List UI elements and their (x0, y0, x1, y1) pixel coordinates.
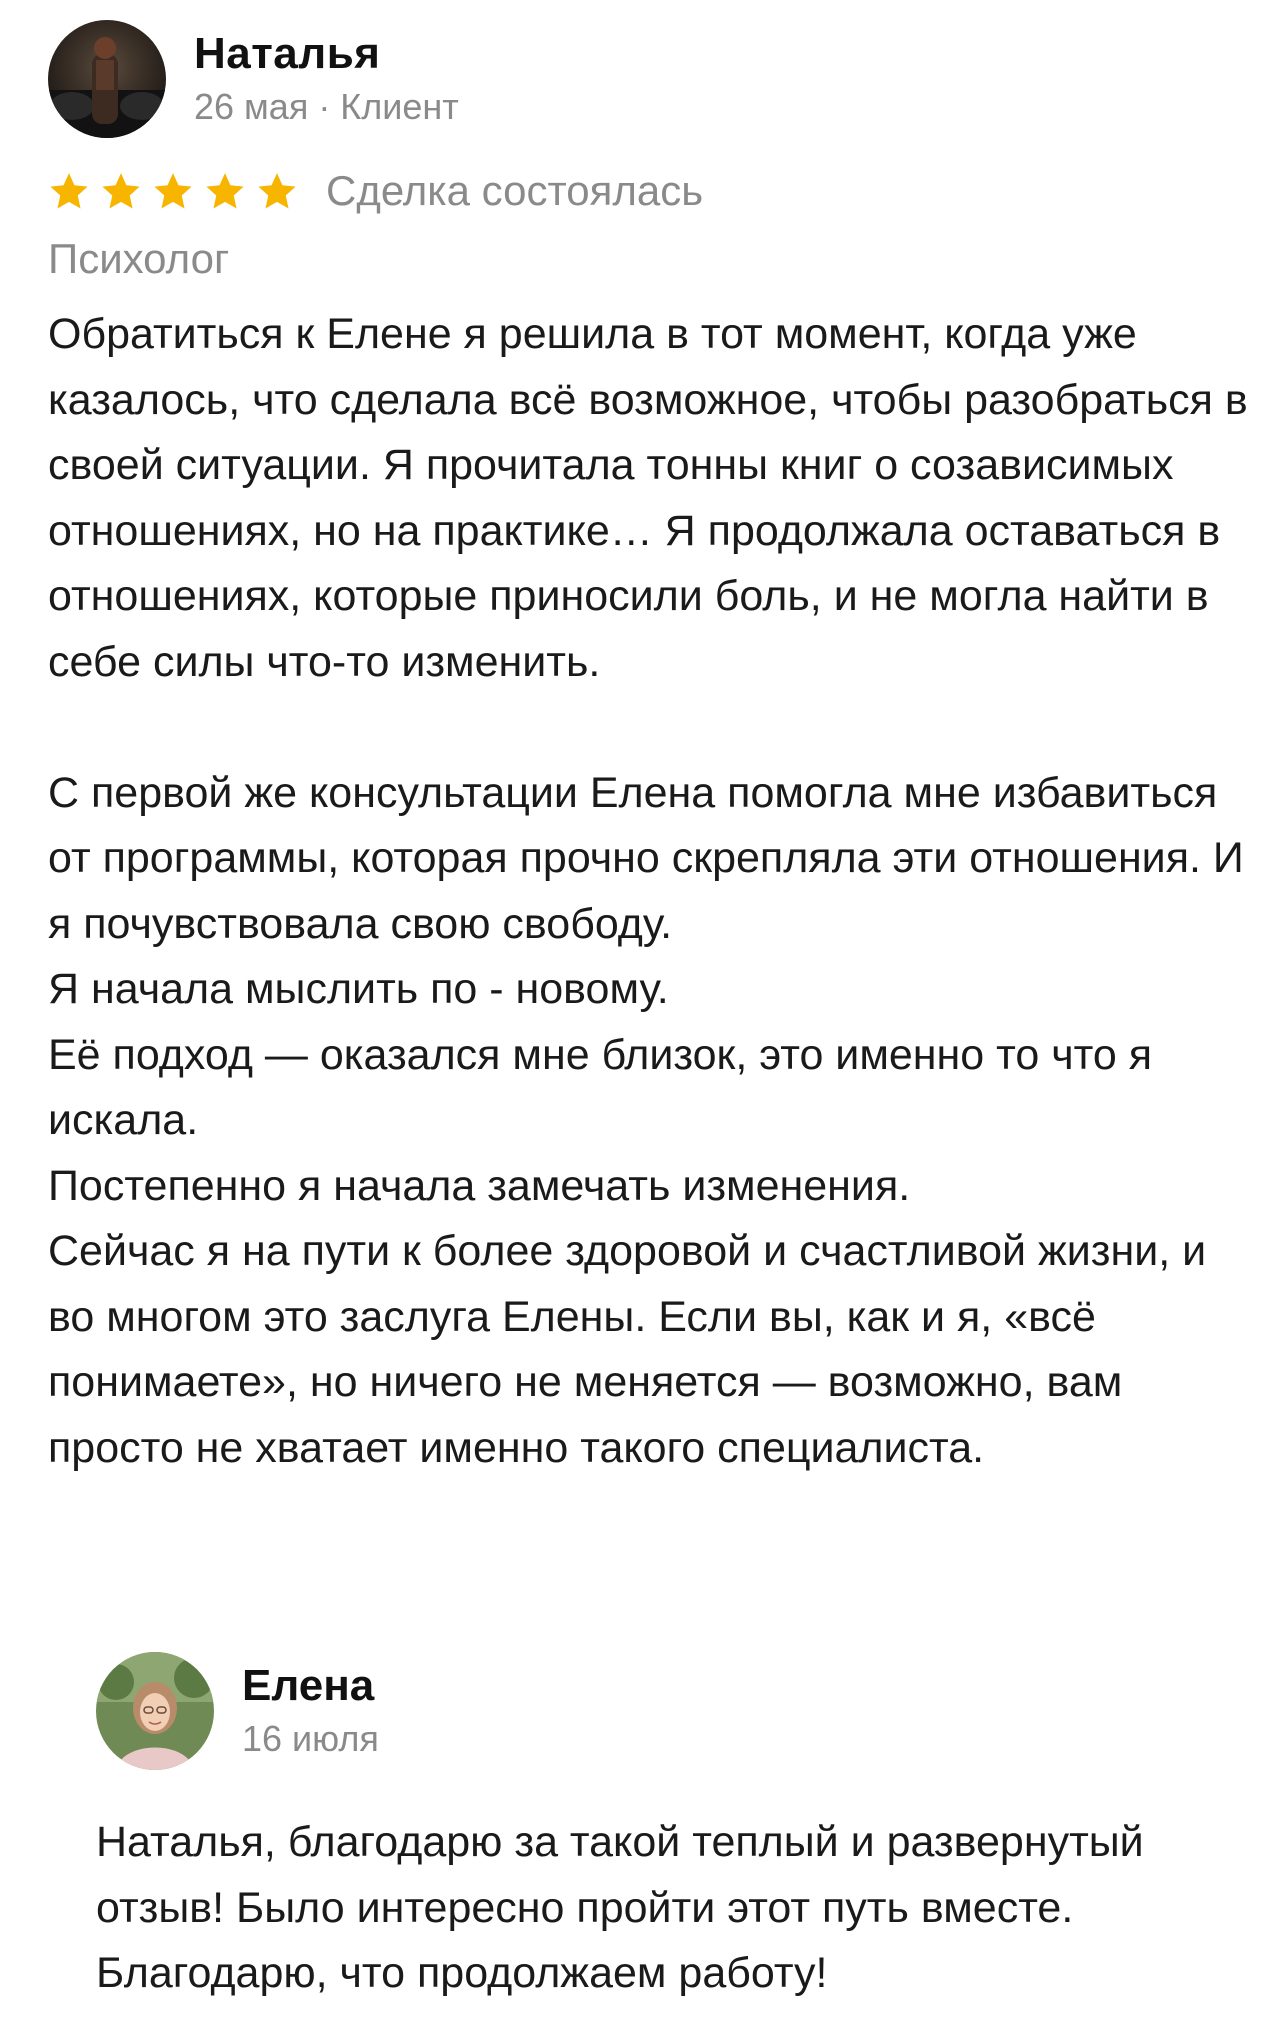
star-icon (256, 170, 298, 212)
reply-meta (242, 1659, 379, 1763)
avatar[interactable] (96, 1652, 214, 1770)
review-date-role: 26 мая · Клиент (194, 86, 459, 127)
author-name[interactable]: Наталья (194, 29, 381, 78)
client-avatar-image (48, 20, 166, 138)
rating-row (48, 165, 703, 217)
review-header (48, 20, 459, 138)
star-icon (152, 170, 194, 212)
reply-author-name[interactable]: Елена (242, 1661, 375, 1710)
reply-header (96, 1652, 1256, 1770)
avatar[interactable] (48, 20, 166, 138)
service-category: Психолог (48, 235, 230, 282)
deal-status: Сделка состоялась (326, 167, 704, 214)
star-icon (204, 170, 246, 212)
reply-date: 16 июля (242, 1718, 379, 1759)
author-meta (194, 27, 459, 131)
review-text: Обратиться к Елене я решила в тот момент, когда уже казалось, что сделала всё возможное, чтобы разобраться в своей ситуации. Я прочитала тонны книг о созависимых отношениях, но на практике… Я продолжала оставаться в отношениях, которые приносили боль, и не могла найти в себе силы что-то изменить. С первой же консультации Елена помогла мне избавиться от программы, которая прочно скрепляла эти отношения. И я почувствовала свою свободу. Я начала мыслить по - новому. Её подход — оказался мне близок, это именно то что я искала. Постепенно я начала замечать изменения. Сейчас я на пути к более здоровой и счастливой жизни, и во многом это заслуга Елены. Если вы, как и я, «всё понимаете», но ничего не меняется — возможно, вам просто не хватает именно такого специалиста. (48, 310, 1248, 1472)
star-icon (48, 170, 90, 212)
star-rating (48, 170, 308, 212)
star-icon (100, 170, 142, 212)
specialist-avatar-image (96, 1652, 214, 1770)
reply-text: Наталья, благодарю за такой теплый и развернутый отзыв! Было интересно пройти этот путь вместе. Благодарю, что продолжаем работу! (96, 1818, 1144, 1997)
owner-reply (96, 1652, 1256, 2007)
